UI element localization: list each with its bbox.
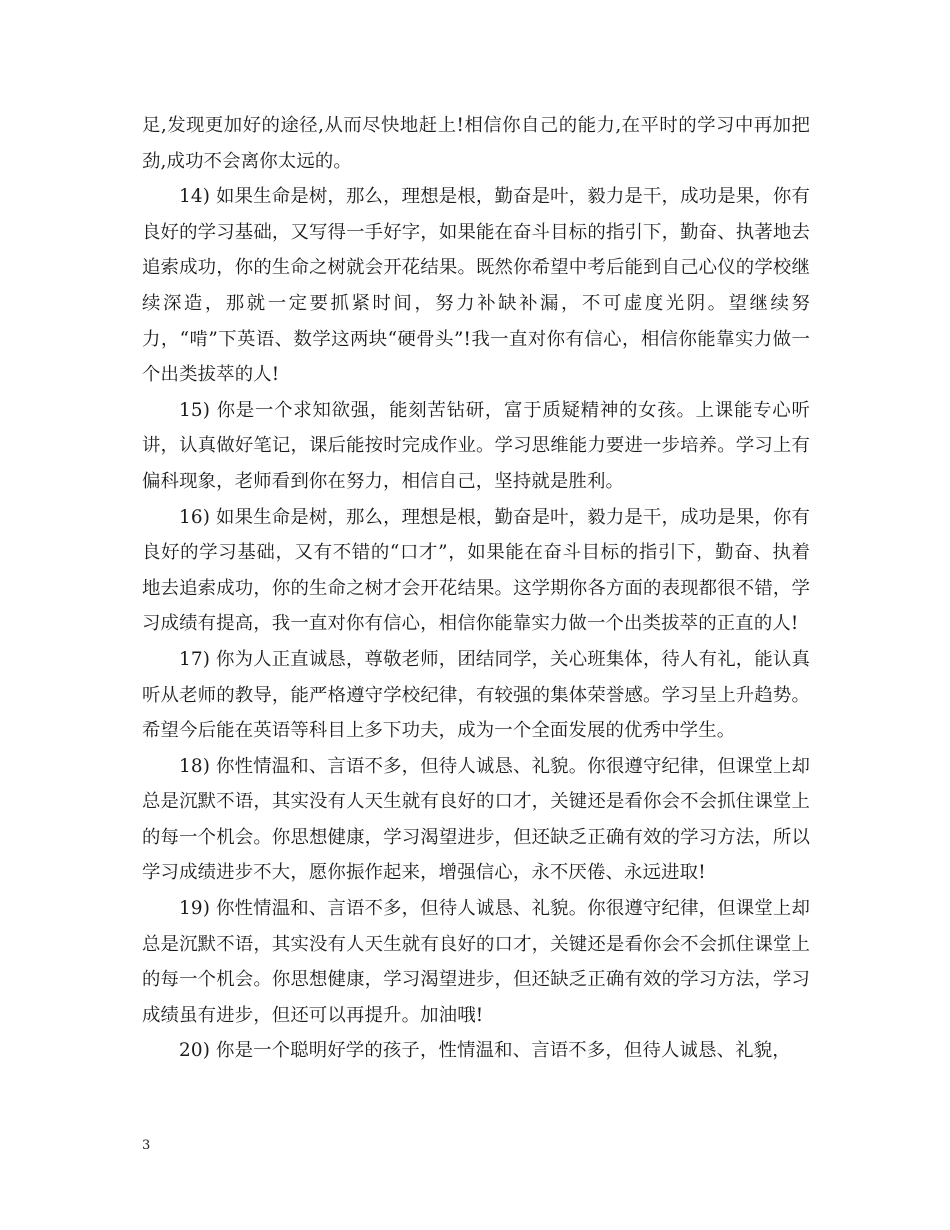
- page-number: 3: [142, 1138, 151, 1153]
- paragraph-comment-18: 18) 你性情温和、言语不多，但待人诚恳、礼貌。你很遵守纪律，但课堂上却总是沉默不语，其实没有人天生就有良好的口才，关键还是看你会不会抓住课堂上的每一个机会。你思想健康，学习渴望进步，但还缺乏正确有效的学习方法，所以学习成绩进步不大，愿你振作起来，增强信心，永不厌倦、永远进取!: [142, 755, 810, 884]
- document-body: [142, 108, 810, 1069]
- paragraph-comment-17: 17) 你为人正直诚恳，尊敬老师，团结同学，关心班集体，待人有礼，能认真听从老师的教导，能严格遵守学校纪律，有较强的集体荣誉感。学习呈上升趋势。希望今后能在英语等科目上多下功夫，成为一个全面发展的优秀中学生。: [142, 648, 810, 742]
- paragraph-comment-20: 20) 你是一个聪明好学的孩子，性情温和、言语不多，但待人诚恳、礼貌，: [179, 1040, 791, 1062]
- paragraph-comment-15: 15) 你是一个求知欲强，能刻苦钻研，富于质疑精神的女孩。上课能专心听讲，认真做好笔记，课后能按时完成作业。学习思维能力要进一步培养。学习上有偏科现象，老师看到你在努力，相信自己，坚持就是胜利。: [142, 399, 810, 492]
- paragraph-comment-16: 16) 如果生命是树，那么，理想是根，勤奋是叶，毅力是干，成功是果，你有良好的学习基础，又有不错的“口才”，如果能在奋斗目标的指引下，勤奋、执着地去追索成功，你的生命之树才会开花结果。这学期你各方面的表现都很不错，学习成绩有提高，我一直对你有信心，相信你能靠实力做一个出类拔萃的正直的人!: [142, 506, 810, 635]
- paragraph-comment-14: 14) 如果生命是树，那么，理想是根，勤奋是叶，毅力是干，成功是果，你有良好的学习基础，又写得一手好字，如果能在奋斗目标的指引下，勤奋、执著地去追索成功，你的生命之树就会开花结果。既然你希望中考后能到自己心仪的学校继续深造，那就一定要抓紧时间，努力补缺补漏，不可虚度光阴。望继续努力，“啃”下英语、数学这两块“硬骨头”!我一直对你有信心，相信你能靠实力做一个出类拔萃的人!: [142, 186, 810, 386]
- paragraph-continued: 足,发现更加好的途径,从而尽快地赶上!相信你自己的能力,在平时的学习中再加把劲,成功不会离你太远的。: [142, 115, 810, 172]
- paragraph-comment-19: 19) 你性情温和、言语不多，但待人诚恳、礼貌。你很遵守纪律，但课堂上却总是沉默不语，其实没有人天生就有良好的口才，关键还是看你会不会抓住课堂上的每一个机会。你思想健康，学习渴望进步，但还缺乏正确有效的学习方法，学习成绩虽有进步，但还可以再提升。加油哦!: [142, 898, 810, 1026]
